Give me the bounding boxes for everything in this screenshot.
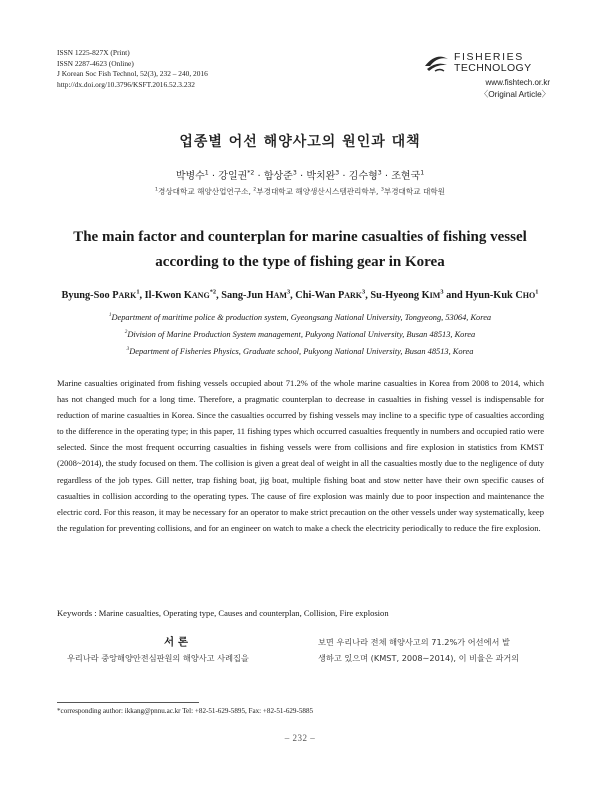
intro-right-column bbox=[318, 634, 519, 666]
korean-affiliations: $^1$경상대학교 해양산업연구소, $^2$부경대학교 해양생산시스템관리학부, $^3$부경대학교 대학원 bbox=[155, 187, 445, 196]
korean-title: 업종별 어선 해양사고의 원인과 대책 bbox=[179, 134, 421, 150]
footnote-divider bbox=[57, 702, 199, 703]
author-name: 박치완 bbox=[306, 171, 336, 182]
affiliation-text: 부경대학교 해양생산시스템관리학부, bbox=[256, 187, 381, 196]
journal-logo bbox=[422, 50, 550, 100]
affiliation-text: 경상대학교 해양산업연구소, bbox=[158, 187, 254, 196]
english-title-line: The main factor and counterplan for marine casualties of fishing vessel bbox=[73, 229, 527, 245]
journal-citation: J Korean Soc Fish Technol, 52(3), 232 – 240, 2016 bbox=[57, 69, 208, 79]
journal-url[interactable]: www.fishtech.or.kr bbox=[485, 78, 550, 87]
article-type: 〈Original Article〉 bbox=[479, 89, 550, 99]
english-affiliation-1: $^1$Department of maritime police & production system, Gyeongsang National University, Tongyeong, 53064, Korea bbox=[108, 312, 492, 322]
issn-print: ISSN 1225-827X (Print) bbox=[57, 48, 130, 57]
intro-left-column bbox=[67, 650, 249, 666]
affiliation-text: 부경대학교 대학원 bbox=[383, 187, 445, 196]
page-number: – 232 – bbox=[284, 733, 316, 743]
author-name: 강일권 bbox=[218, 171, 248, 182]
english-affiliation-2: $^2$Division of Marine Production System management, Pukyong National University, Busan 48513, Korea bbox=[124, 329, 476, 339]
author-name: 함상준 bbox=[263, 171, 293, 182]
logo-word-technology: TECHNOLOGY bbox=[454, 62, 532, 74]
logo-word-fisheries: FISHERIES bbox=[454, 51, 524, 63]
english-affiliation-3: $^3$Department of Fisheries Physics, Graduate school, Pukyong National University, Busan 48513, Korea bbox=[126, 346, 474, 356]
journal-meta bbox=[57, 48, 208, 90]
body-line: 생하고 있으며 (KMST, 2008∼2014), 이 비율은 과거의 bbox=[318, 653, 520, 663]
keywords: Keywords : Marine casualties, Operating type, Causes and counterplan, Collision, Fire explosion bbox=[57, 608, 389, 618]
doi-link[interactable]: http://dx.doi.org/10.3796/KSFT.2016.52.3.232 bbox=[57, 79, 195, 89]
korean-authors: 박병수$^1$ · 강일권$^{*2}$ · 함상준$^3$ · 박치완$^3$ · 김수형$^3$ · 조현국$^1$ bbox=[175, 169, 425, 182]
issn-online: ISSN 2287-4623 (Online) bbox=[57, 58, 134, 68]
author-name: 박병수 bbox=[175, 171, 205, 182]
author-name: 조현국 bbox=[391, 171, 421, 182]
english-authors: Byung-Soo PARK$^1$, Il-Kwon KANG$^{*2}$, Sang-Jun HAM$^3$, Chi-Wan PARK$^3$, Su-Hyeong KIM$^3$ and Hyun-Kuk CHO$^1$ bbox=[61, 288, 539, 301]
fish-hook-icon bbox=[422, 50, 450, 76]
section-heading-introduction: 서 론 bbox=[164, 636, 188, 648]
english-title-line: according to the type of fishing gear in Korea bbox=[155, 254, 445, 270]
abstract: Marine casualties originated from fishing vessels occupied about 71.2% of the whole marine casualties in Korea from 2008 to 2014, which has not changed much for a long time. Therefore, a pragmatic counterplan to decrease in casualties in fishing vessel is indispensable for reduction of marine casualties in Korea. Since the casualties occurred by fishing vessels may incline to a specific type of casualties according to the difference in the operating type; in this paper, 11 fishing types which occurred casualties frequently in numbers and occupied ratio were selected. Since the most frequent occurring casualties in fishing vessels were from collisions and fire explosion in statistics from KMST (2008~2014), the study focused on them. The collision is given a great deal of weight in all the casualties mostly due to the negligence of duty regardless of the job types. Gill netter, trap fishing boat, jig boat, multiple fishing boat and stow netter have their own specific causes of casualties in collision according to the operating types. The cause of fire explosion was mainly due to poor inspection and maintenance the electric cord. For this reason, it may be necessary for an operator to make strict precaution on the other vessels under way systematically, keep the regulation for preventing collisions, and for an engineer on watch to make a check the electricity periodically to reduce the fire explosion. bbox=[57, 378, 545, 533]
english-title bbox=[40, 225, 560, 275]
body-line: 우리나라 중앙해양안전심판원의 해양사고 사례집을 bbox=[67, 653, 249, 663]
corresponding-author-footnote: *corresponding author: ikkang@pnnu.ac.kr Tel: +82-51-629-5895, Fax: +82-51-629-5885 bbox=[57, 707, 314, 715]
author-name: 김수형 bbox=[348, 171, 378, 182]
body-line: 보면 우리나라 전체 해양사고의 71.2%가 어선에서 발 bbox=[318, 637, 510, 647]
